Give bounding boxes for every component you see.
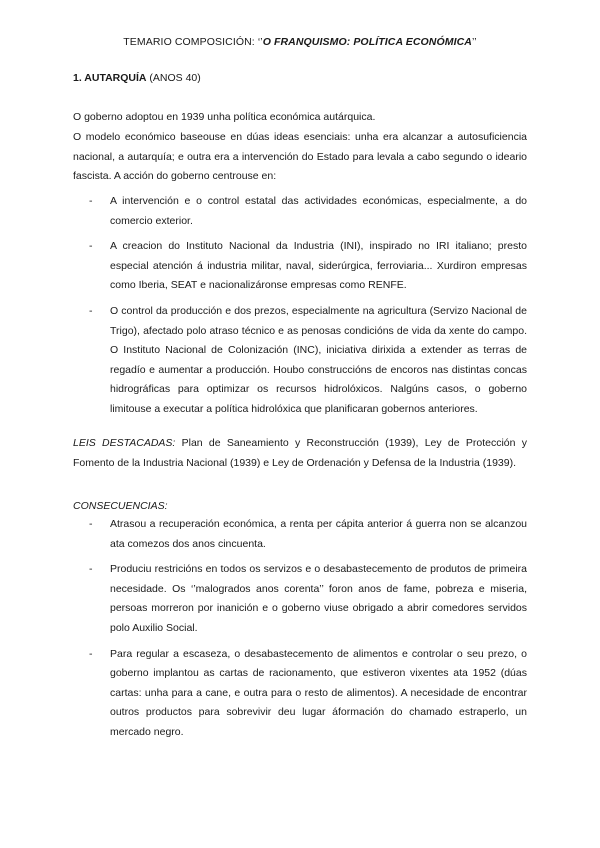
heading-bold: 1. AUTARQUÍA [73, 72, 147, 84]
paragraph: O goberno adoptou en 1939 unha política económica autárquica. [73, 111, 376, 123]
list-item-text: A creacion do Instituto Nacional da Industria (INI), inspirado no IRI italiano; presto especial atención á industria militar, naval, siderúrgica, ferroviaria... Xurdiron empresas como Iberia, SEAT e nacionalizáronse empresas como RENFE. [110, 240, 527, 292]
title-suffix: ’’ [472, 36, 477, 48]
bullet-marker: - [89, 304, 93, 317]
leis-destacadas [73, 434, 527, 474]
list-item-text: Para regular a escaseza, o desabastecemento de alimentos e controlar o seu prezo, o goberno implantou as cartas de racionamento, que estiveron vixentes ata 1952 (dúas cartas: unha para a cane, e outra para o resto de alimentos). A necesidade de encontrar outros productos para sobrevivir deu lugar áformación do chamado estraperlo, un mercado negro. [110, 647, 527, 738]
list-item [73, 515, 527, 554]
consecuencias-heading [73, 497, 527, 517]
heading-rest: (ANOS 40) [146, 72, 201, 84]
bullet-marker: - [89, 563, 93, 576]
leis-label: LEIS DESTACADAS: [73, 437, 176, 449]
bullet-marker: - [89, 518, 93, 530]
list-item [73, 237, 527, 296]
bullet-marker: - [89, 647, 93, 660]
intro-paragraphs [73, 108, 527, 187]
section-heading-autarquia [73, 72, 201, 84]
title-prefix: TEMARIO COMPOSICIÓN: ‘’ [123, 36, 263, 48]
list-item-text: Atrasou a recuperación económica, a renta per cápita anterior á guerra non se alcanzou ata comezos dos anos cincuenta. [110, 518, 527, 550]
list-item [73, 560, 527, 638]
list-item-text: Produciu restricións en todos os servizos e o desabastecemento de produtos de primeira necesidade. Os ‘’malogrados anos corenta’’ foron anos de fame, pobreza e miseria, persoas morreron por inanición e o goberno viuse obrigado a abrir comedores servidos polo Auxilio Social. [110, 563, 527, 634]
leis-text: Plan de Saneamiento y Reconstrucción (1939), Ley de Protección y Fomento de la Industria Nacional (1939) e Ley de Ordenación y Defensa de la Industria (1939). [73, 437, 527, 469]
title-emphasis: O FRANQUISMO: POLÍTICA ECONÓMICA [262, 36, 472, 48]
paragraph: O modelo económico baseouse en dúas ideas esenciais: unha era alcanzar a autosuficiencia nacional, a autarquía; e outra era a intervención do Estado para levala a cabo segundo o ideario fascista. A acción do goberno centrouse en: [73, 130, 527, 183]
consecuencias-label: CONSECUENCIAS: [73, 500, 168, 512]
list-item [73, 302, 527, 420]
list-item-text: O control da producción e dos prezos, especialmente na agricultura (Servizo Nacional de Trigo), afectado polo atraso técnico e as penosas condicións de vida da xente do campo. O Instituto Nacional de Colonización (INC), iniciativa dirixida a extender as terras de regadío e aumentar a producción. Houbo construccións de encoros nas distintas concas hidrográficas para optimizar os recursos hidrolóxicos. Nalgúns casos, o goberno limitouse a executar a política hidrolóxica que planificaran gobernos anteriores. [110, 304, 527, 415]
autarquia-list [73, 192, 527, 426]
bullet-marker: - [89, 240, 93, 253]
list-item [73, 645, 527, 743]
list-item [73, 192, 527, 231]
bullet-marker: - [89, 195, 93, 207]
list-item-text: A intervención e o control estatal das actividades económicas, especialmente, a do comercio exterior. [110, 195, 527, 227]
document-title [0, 36, 600, 48]
consecuencias-list [73, 515, 527, 749]
leis-paragraph [73, 434, 527, 474]
